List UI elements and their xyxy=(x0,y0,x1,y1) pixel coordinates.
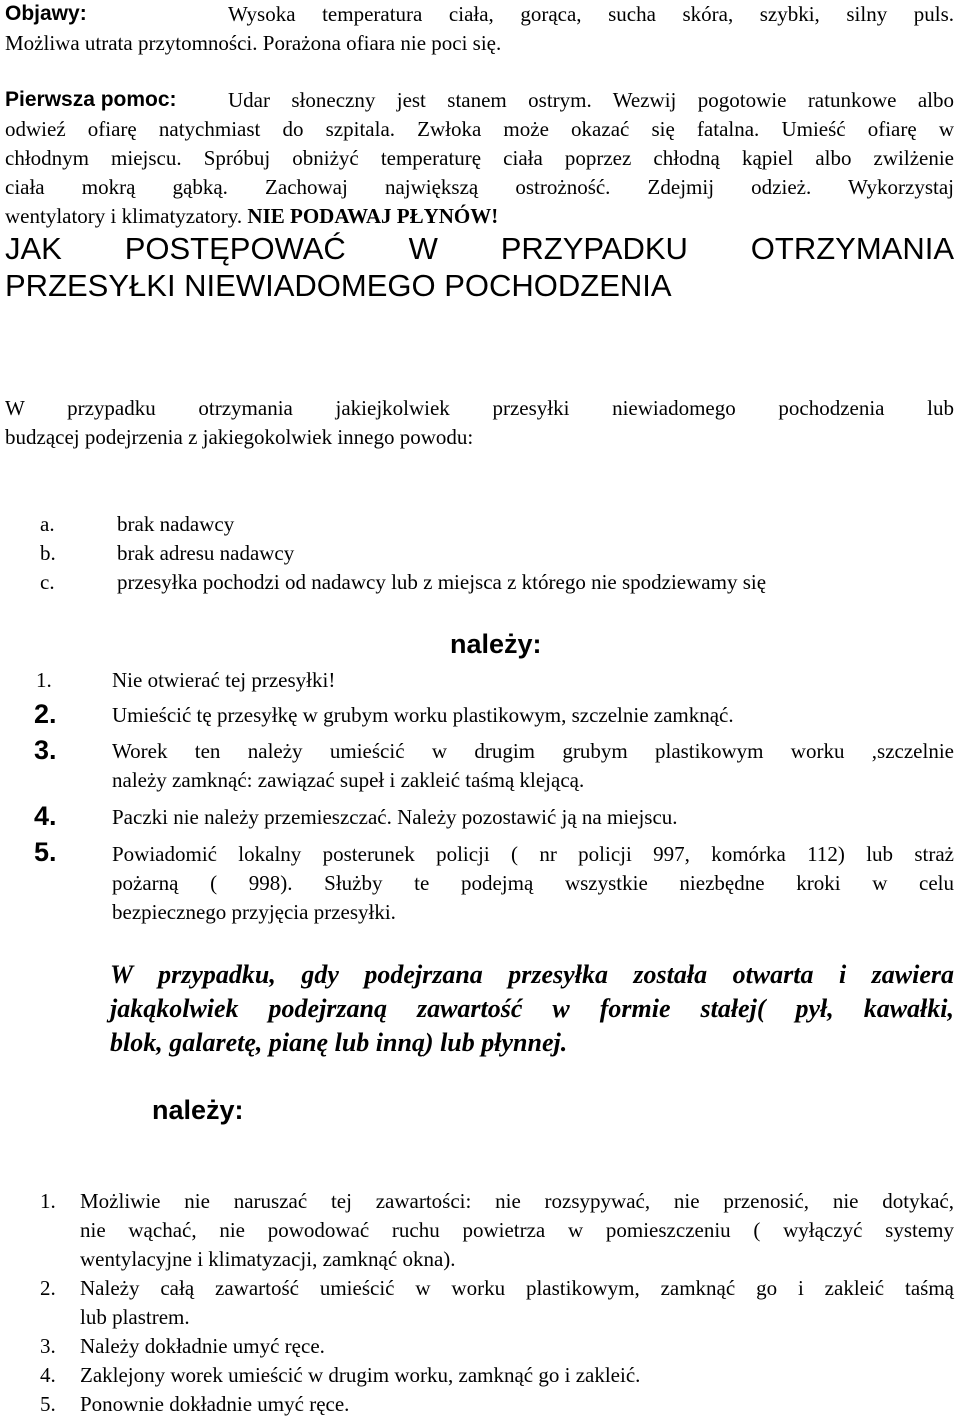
step-text: Zaklejony worek umieścić w drugim worku, zamknąć go i zakleić. xyxy=(80,1363,641,1387)
step-text: Nie otwierać tej przesyłki! xyxy=(112,668,336,692)
condition-text: brak nadawcy xyxy=(117,512,235,536)
step-text: Ponownie dokładnie umyć ręce. xyxy=(80,1392,350,1416)
step-text: Worek ten należy umieścić w drugim grubym plastikowym worku ,szczelnie xyxy=(112,739,954,763)
step-marker: 2. xyxy=(34,699,57,729)
objawy-label: Objawy: xyxy=(5,2,87,25)
step-text: Możliwie nie naruszać tej zawartości: nie rozsypywać, nie przenosić, nie dotykać, xyxy=(80,1189,954,1213)
step-marker: 5. xyxy=(34,837,57,867)
step-marker: 3. xyxy=(40,1334,56,1358)
step-text: Powiadomić lokalny posterunek policji ( nr policji 997, komórka 112) lub straż xyxy=(112,842,954,866)
step-marker: 3. xyxy=(34,735,57,765)
pierwsza-pomoc-label: Pierwsza pomoc: xyxy=(5,88,177,111)
intro-line-1: W przypadku otrzymania jakiejkolwiek przesyłki niewiadomego pochodzenia lub xyxy=(5,396,954,420)
nalezy-heading-2: należy: xyxy=(152,1095,244,1125)
heading-line-1: JAK POSTĘPOWAĆ W PRZYPADKU OTRZYMANIA xyxy=(5,231,954,266)
step-text: Należy całą zawartość umieścić w worku plastikowym, zamknąć go i zakleić taśmą xyxy=(80,1276,954,1300)
pierwsza-pomoc-line-5 xyxy=(5,204,498,228)
pierwsza-pomoc-line-1: Udar słoneczny jest stanem ostrym. Wezwij pogotowie ratunkowe albo xyxy=(228,88,954,112)
step-text: Paczki nie należy przemieszczać. Należy pozostawić ją na miejscu. xyxy=(112,805,678,829)
intro-line-2: budzącej podejrzenia z jakiegokolwiek innego powodu: xyxy=(5,425,474,449)
step-text: Umieścić tę przesyłkę w grubym worku plastikowym, szczelnie zamknąć. xyxy=(112,703,734,727)
heading-line-2: PRZESYŁKI NIEWIADOMEGO POCHODZENIA xyxy=(5,268,672,303)
step-marker: 5. xyxy=(40,1392,56,1416)
step-text: należy zamknąć: zawiązać supeł i zakleić taśmą klejącą. xyxy=(112,768,585,792)
condition-text: przesyłka pochodzi od nadawcy lub z miejsca z którego nie spodziewamy się xyxy=(117,570,767,594)
warning-no-fluids: NIE PODAWAJ PŁYNÓW! xyxy=(247,204,499,228)
step-text: Należy dokładnie umyć ręce. xyxy=(80,1334,325,1358)
pierwsza-pomoc-line-5-text: wentylatory i klimatyzatory. xyxy=(5,204,243,228)
step-text: pożarną ( 998). Służby te podejmą wszystkie niezbędne kroki w celu xyxy=(112,871,954,895)
pierwsza-pomoc-line-3: chłodnym miejscu. Spróbuj obniżyć temperaturę ciała poprzez chłodną kąpiel albo zwilżenie xyxy=(5,146,954,170)
step-text: bezpiecznego przyjęcia przesyłki. xyxy=(112,900,396,924)
opened-line-2: jakąkolwiek podejrzaną zawartość w formie stałej( pył, kawałki, xyxy=(110,994,954,1023)
nalezy-heading-1: należy: xyxy=(450,629,542,659)
step-marker: 4. xyxy=(40,1363,56,1387)
pierwsza-pomoc-line-4: ciała mokrą gąbką. Zachowaj największą ostrożność. Zdejmij odzież. Wykorzystaj xyxy=(5,175,954,199)
step-marker: 1. xyxy=(36,668,52,692)
step-marker: 1. xyxy=(40,1189,56,1213)
step-text: lub plastrem. xyxy=(80,1305,190,1329)
step-marker: 4. xyxy=(34,801,57,831)
condition-marker: a. xyxy=(40,512,55,536)
condition-text: brak adresu nadawcy xyxy=(117,541,295,565)
opened-line-1: W przypadku, gdy podejrzana przesyłka została otwarta i zawiera xyxy=(110,960,954,989)
step-text: nie wąchać, nie powodować ruchu powietrza w pomieszczeniu ( wyłączyć systemy xyxy=(80,1218,954,1242)
step-text: wentylacyjne i klimatyzacji, zamknąć okna). xyxy=(80,1247,456,1271)
pierwsza-pomoc-line-2: odwieź ofiarę natychmiast do szpitala. Zwłoka może okazać się fatalna. Umieść ofiarę w xyxy=(5,117,954,141)
objawy-line-1: Wysoka temperatura ciała, gorąca, sucha skóra, szybki, silny puls. xyxy=(228,2,954,26)
condition-marker: c. xyxy=(40,570,55,594)
opened-line-3: blok, galaretę, pianę lub inną) lub płynnej. xyxy=(110,1028,568,1057)
objawy-line-2: Możliwa utrata przytomności. Porażona ofiara nie poci się. xyxy=(5,31,502,55)
step-marker: 2. xyxy=(40,1276,56,1300)
condition-marker: b. xyxy=(40,541,56,565)
